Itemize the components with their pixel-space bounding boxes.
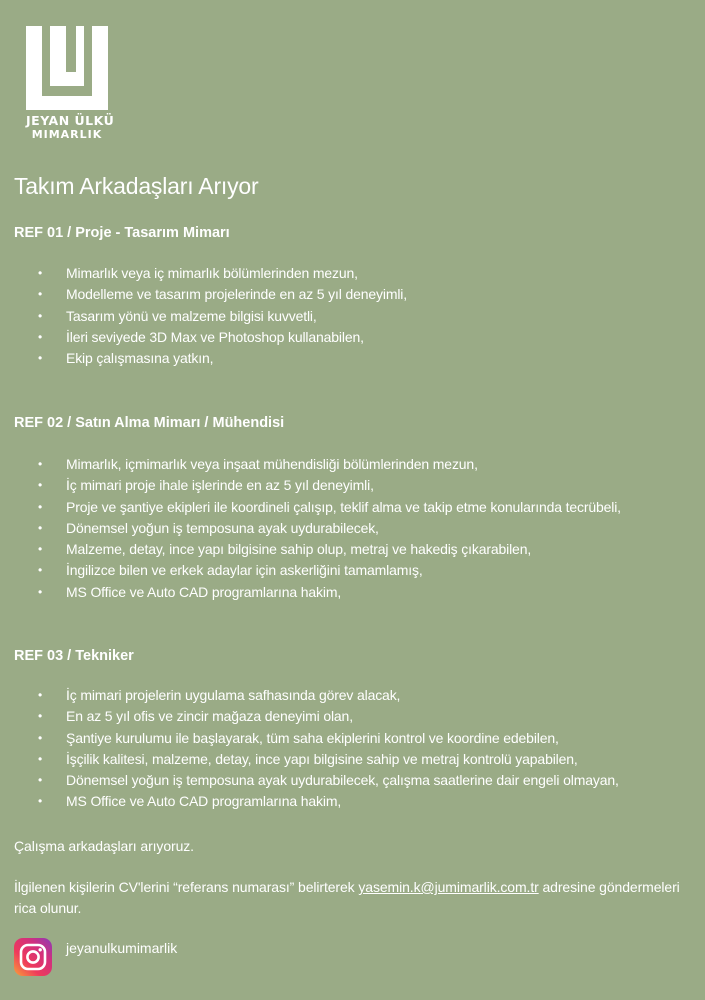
- list-item: • İç mimari projelerin uygulama safhasında görev alacak,: [0, 685, 619, 706]
- contact-paragraph: [14, 877, 684, 919]
- instagram-icon[interactable]: [14, 938, 52, 976]
- ref-03-list: [0, 685, 619, 813]
- list-item: • Şantiye kurulumu ile başlayarak, tüm saha ekiplerini kontrol ve koordine edebilen,: [0, 728, 619, 749]
- ref-03-heading: REF 03 / Tekniker: [14, 648, 134, 664]
- list-item: • Tasarım yönü ve malzeme bilgisi kuvvetli,: [0, 306, 407, 327]
- email-link[interactable]: yasemin.k@jumimarlik.com.tr: [358, 879, 539, 895]
- closing-text: Çalışma arkadaşları arıyoruz.: [14, 838, 194, 854]
- contact-text-after: adresine göndermeleri rica olunur.: [14, 879, 680, 916]
- list-item: • Proje ve şantiye ekipleri ile koordineli çalışıp, teklif alma ve takip etme konularında tecrübeli,: [0, 497, 621, 518]
- list-item: • Mimarlık veya iç mimarlık bölümlerinden mezun,: [0, 263, 407, 284]
- list-item: • Mimarlık, içmimarlık veya inşaat mühendisliği bölümlerinden mezun,: [0, 454, 621, 475]
- list-item: • En az 5 yıl ofis ve zincir mağaza deneyimi olan,: [0, 706, 619, 727]
- logo-name: JEYAN ÜLKÜ: [26, 113, 115, 128]
- company-logo: [26, 26, 115, 141]
- ref-02-heading: REF 02 / Satın Alma Mimarı / Mühendisi: [14, 415, 285, 431]
- list-item: • Dönemsel yoğun iş temposuna ayak uydurabilecek, çalışma saatlerine dair engeli olmayan,: [0, 770, 619, 791]
- list-item: • Malzeme, detay, ince yapı bilgisine sahip olup, metraj ve hakediş çıkarabilen,: [0, 539, 621, 560]
- list-item: • İç mimari proje ihale işlerinde en az 5 yıl deneyimli,: [0, 475, 621, 496]
- ref-01-list: [0, 263, 407, 369]
- ref-01-heading: REF 01 / Proje - Tasarım Mimarı: [14, 225, 230, 241]
- instagram-handle[interactable]: jeyanulkumimarlik: [66, 940, 178, 956]
- list-item: • Modelleme ve tasarım projelerinde en az 5 yıl deneyimli,: [0, 284, 407, 305]
- list-item: • İşçilik kalitesi, malzeme, detay, ince yapı bilgisine sahip ve metraj kontrolü yapabilen,: [0, 749, 619, 770]
- contact-text-before: İlgilenen kişilerin CV'lerini “referans numarası” belirterek: [14, 879, 359, 895]
- list-item: • MS Office ve Auto CAD programlarına hakim,: [0, 791, 619, 812]
- logo-subtitle: MIMARLIK: [31, 128, 103, 141]
- list-item: • İleri seviyede 3D Max ve Photoshop kullanabilen,: [0, 327, 407, 348]
- ref-02-list: [0, 454, 621, 603]
- list-item: • MS Office ve Auto CAD programlarına hakim,: [0, 582, 621, 603]
- logo-mark-icon: [26, 26, 108, 110]
- list-item: • İngilizce bilen ve erkek adaylar için askerliğini tamamlamış,: [0, 560, 621, 581]
- list-item: • Ekip çalışmasına yatkın,: [0, 348, 407, 369]
- list-item: • Dönemsel yoğun iş temposuna ayak uydurabilecek,: [0, 518, 621, 539]
- page-title: Takım Arkadaşları Arıyor: [14, 173, 259, 199]
